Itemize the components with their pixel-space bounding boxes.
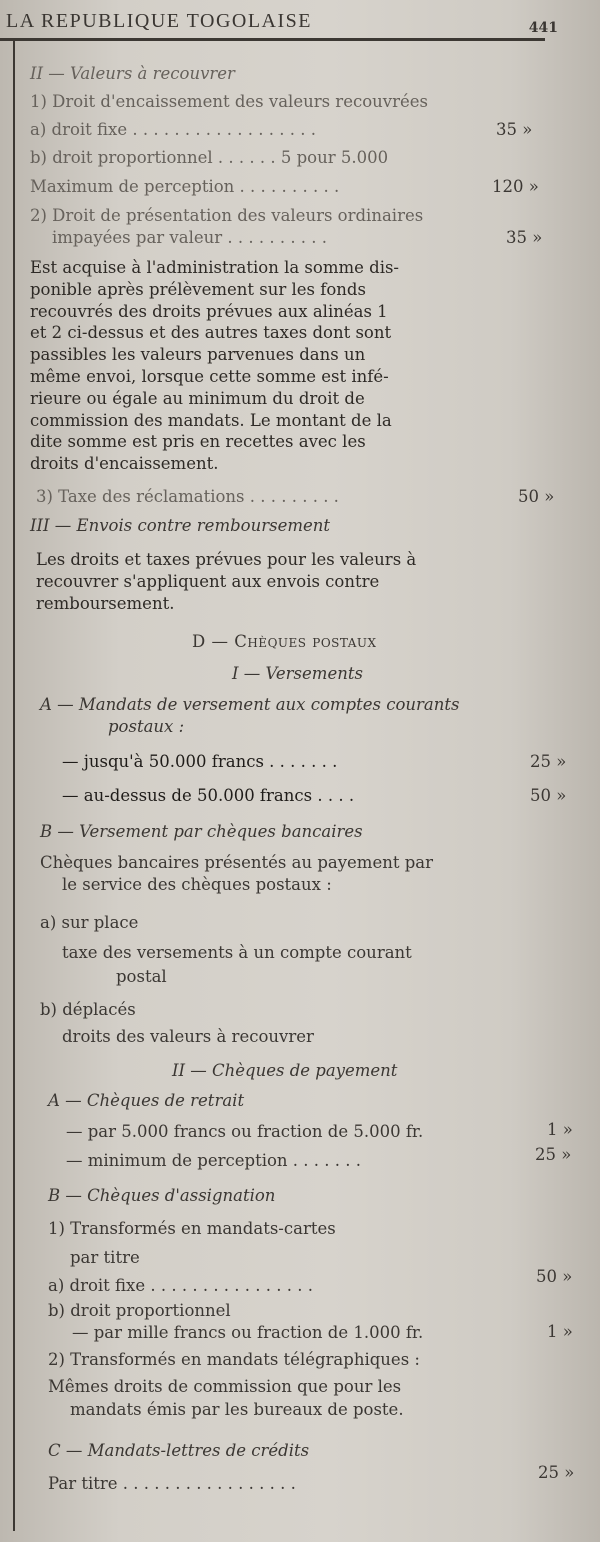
text-line: mandats émis par les bureaux de poste.	[70, 1400, 404, 1419]
text-line: par titre	[70, 1248, 140, 1267]
text-line: — par 5.000 francs ou fraction de 5.000 fr.	[66, 1122, 424, 1141]
tariff-value: 25 »	[538, 1463, 575, 1482]
text-line: taxe des versements à un compte courant	[62, 943, 412, 962]
paragraph-line: commission des mandats. Le montant de la	[30, 410, 392, 430]
paragraph-line: remboursement.	[36, 593, 175, 613]
text-line: Mêmes droits de commission que pour les	[48, 1377, 402, 1396]
paragraph-line: Les droits et taxes prévues pour les valeurs à	[36, 550, 417, 569]
paragraph-line: ponible après prélèvement sur les fonds	[30, 279, 366, 299]
text-line: — par mille francs ou fraction de 1.000 fr.	[72, 1323, 424, 1342]
paragraph-line: dite somme est pris en recettes avec les	[30, 432, 366, 452]
tariff-value: 25 »	[530, 752, 567, 771]
text-line: — jusqu'à 50.000 francs . . . . . . .	[62, 752, 338, 771]
text-line: impayées par valeur . . . . . . . . . .	[52, 228, 328, 247]
tariff-value: 50 »	[518, 487, 555, 506]
text-line: le service des chèques postaux :	[62, 875, 332, 894]
text-line: B — Versement par chèques bancaires	[40, 822, 363, 841]
paragraph-line: même envoi, lorsque cette somme est infé-	[30, 366, 389, 386]
text-line: b) déplacés	[40, 1000, 136, 1019]
text-line: — minimum de perception . . . . . . .	[66, 1151, 361, 1170]
paragraph-line: Est acquise à l'administration la somme dis-	[30, 258, 400, 277]
text-line: a) sur place	[40, 913, 139, 932]
journal-title: LA REPUBLIQUE TOGOLAISE	[6, 10, 312, 32]
tariff-value: 50 »	[530, 786, 567, 805]
text-line: droits des valeurs à recouvrer	[62, 1027, 314, 1046]
text-line: II — Chèques de payement	[172, 1061, 398, 1080]
paragraph	[36, 549, 416, 614]
text-line: C — Mandats-lettres de crédits	[48, 1441, 310, 1460]
tariff-value: 35 »	[506, 228, 543, 247]
paragraph-line: droits d'encaissement.	[30, 454, 219, 474]
paragraph-line: recouvrer s'appliquent aux envois contre	[36, 571, 380, 591]
text-line: b) droit proportionnel . . . . . . 5 pour 5.000	[30, 148, 389, 167]
text-line: A — Mandats de versement aux comptes courants	[40, 695, 460, 714]
text-line: a) droit fixe . . . . . . . . . . . . . . . .	[48, 1276, 313, 1295]
paragraph-line: recouvrés des droits prévues aux alinéas 1	[30, 301, 388, 321]
text-line: postaux :	[108, 717, 185, 736]
page-number: 441	[528, 20, 558, 36]
text-line: a) droit fixe . . . . . . . . . . . . . . . . . .	[30, 120, 316, 139]
text-line: b) droit proportionnel	[48, 1301, 231, 1320]
text-line: 1) Droit d'encaissement des valeurs recouvrées	[30, 92, 428, 111]
tariff-value: 35 »	[496, 120, 533, 139]
paragraph-line: passibles les valeurs parvenues dans un	[30, 345, 366, 365]
text-line: I — Versements	[232, 664, 363, 683]
text-line: A — Chèques de retrait	[48, 1091, 245, 1110]
tariff-value: 120 »	[492, 177, 539, 196]
text-line: 2) Transformés en mandats télégraphiques :	[48, 1350, 420, 1369]
paragraph	[30, 257, 399, 475]
text-line: — au-dessus de 50.000 francs . . . .	[62, 786, 355, 805]
text-line: Par titre . . . . . . . . . . . . . . . . .	[48, 1474, 296, 1493]
text-line: 3) Taxe des réclamations . . . . . . . . .	[36, 487, 339, 506]
paragraph-line: rieure ou égale au minimum du droit de	[30, 388, 365, 408]
tariff-value: 25 »	[535, 1145, 572, 1164]
paragraph-line: et 2 ci-dessus et des autres taxes dont sont	[30, 323, 392, 343]
tariff-value: 1 »	[547, 1322, 573, 1341]
tariff-value: 50 »	[536, 1267, 573, 1286]
text-line: B — Chèques d'assignation	[48, 1186, 276, 1205]
text-line: Chèques bancaires présentés au payement par	[40, 853, 434, 872]
tariff-value: 1 »	[547, 1120, 573, 1139]
text-line: D — Chèques postaux	[192, 632, 377, 651]
text-line: II — Valeurs à recouvrer	[30, 64, 235, 83]
text-line: 1) Transformés en mandats-cartes	[48, 1219, 336, 1238]
text-line: 2) Droit de présentation des valeurs ordinaires	[30, 206, 424, 225]
text-line: III — Envois contre remboursement	[30, 516, 330, 535]
text-line: postal	[116, 967, 167, 986]
text-line: Maximum de perception . . . . . . . . . .	[30, 177, 340, 196]
